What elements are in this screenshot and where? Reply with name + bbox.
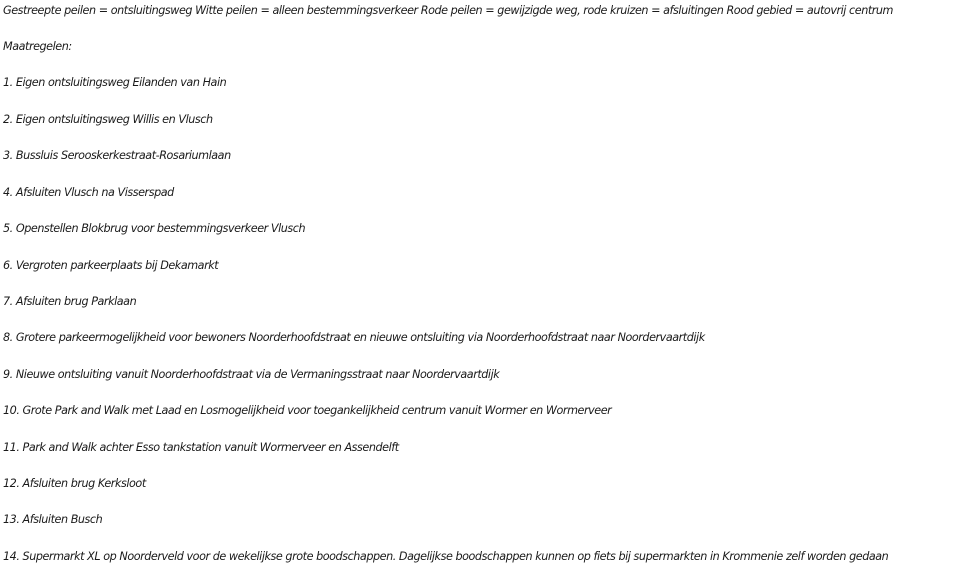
measure-item-9: 9. Nieuwe ontsluiting vanuit Noorderhoofdstraat via de Vermaningsstraat naar Noordervaartdijk bbox=[3, 368, 500, 381]
measure-item-7: 7. Afsluiten brug Parklaan bbox=[3, 295, 137, 308]
measure-item-13: 13. Afsluiten Busch bbox=[3, 513, 103, 526]
measures-heading: Maatregelen: bbox=[3, 40, 72, 53]
measure-item-8: 8. Grotere parkeermogelijkheid voor bewoners Noorderhoofdstraat en nieuwe ontsluiting via Noorderhoofdstraat naar Noordervaartdijk bbox=[3, 331, 705, 344]
measure-item-12: 12. Afsluiten brug Kerksloot bbox=[3, 477, 146, 490]
measure-item-2: 2. Eigen ontsluitingsweg Willis en Vlusch bbox=[3, 113, 213, 126]
measure-item-11: 11. Park and Walk achter Esso tankstation vanuit Wormerveer en Assendelft bbox=[3, 441, 399, 454]
measure-item-5: 5. Openstellen Blokbrug voor bestemmingsverkeer Vlusch bbox=[3, 222, 306, 235]
map-legend-text: Gestreepte peilen = ontsluitingsweg Witte peilen = alleen bestemmingsverkeer Rode peilen = gewijzigde weg, rode kruizen = afsluitingen Rood gebied = autovrij centrum bbox=[3, 4, 894, 17]
measure-item-3: 3. Bussluis Serooskerkestraat-Rosariumlaan bbox=[3, 149, 231, 162]
measure-item-4: 4. Afsluiten Vlusch na Visserspad bbox=[3, 186, 174, 199]
measure-item-6: 6. Vergroten parkeerplaats bij Dekamarkt bbox=[3, 259, 219, 272]
measure-item-10: 10. Grote Park and Walk met Laad en Losmogelijkheid voor toegankelijkheid centrum vanuit Wormer en Wormerveer bbox=[3, 404, 612, 417]
measure-item-1: 1. Eigen ontsluitingsweg Eilanden van Hain bbox=[3, 76, 227, 89]
measure-item-14: 14. Supermarkt XL op Noorderveld voor de wekelijkse grote boodschappen. Dagelijkse boodschappen kunnen op fiets bij supermarkten in Krommenie zelf worden gedaan bbox=[3, 550, 889, 563]
